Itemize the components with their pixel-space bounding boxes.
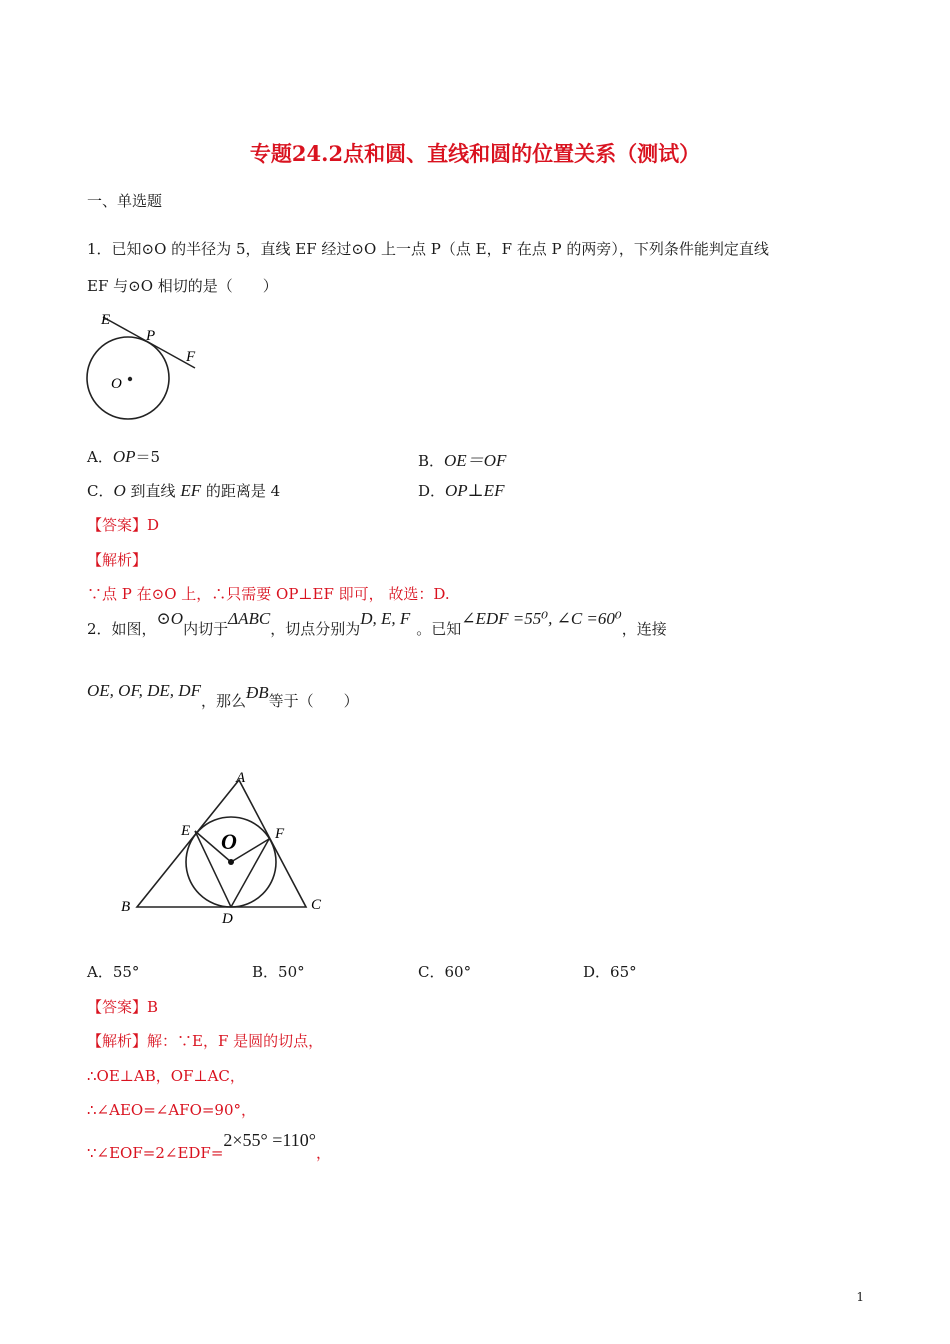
q1-option-d-expr: OP⊥EF [445, 481, 505, 500]
q2-m3: D, E, F [360, 609, 411, 628]
q1-option-d-prefix: D． [418, 482, 446, 500]
q1-label-o: O [111, 376, 122, 392]
q2-t3: ，切点分别为 [270, 620, 361, 638]
q1-option-a-expr: OP [112, 447, 136, 466]
q2-option-c: C．60° [418, 963, 472, 981]
q2-answer: 【答案】B [87, 998, 159, 1016]
q1-option-b [418, 446, 506, 471]
q1-option-b-expr: OE＝OF [444, 451, 507, 470]
q2-analysis4-expr: 2×55° =110° [223, 1130, 316, 1150]
q1-option-b-prefix: B． [418, 452, 445, 470]
q2-label-b: B [121, 899, 131, 915]
q1-text-line1: 1．已知⊙O 的半径为 5，直线 EF 经过⊙O 上一点 P（点 E，F 在点 P 的两旁），下列条件能判定直线 [87, 240, 769, 258]
q2-label-d: D [222, 911, 233, 927]
q2-option-b: B．50° [252, 963, 305, 981]
q2-label-o: O [221, 829, 237, 854]
q2-m1: ⊙O [156, 609, 184, 628]
q2-m6: ÐB [245, 683, 269, 702]
q2-t4: 。已知 [416, 620, 462, 638]
q1-label-e: E [101, 312, 111, 328]
q1-option-c-expr2: EF [180, 481, 202, 500]
q2-stem-line2 [87, 681, 359, 711]
q2-analysis-line2: ∴OE⊥AB，OF⊥AC， [87, 1067, 245, 1085]
q2-t7: 等于（ ） [268, 692, 359, 710]
q2-analysis-line3: ∴∠AEO=∠AFO=90°， [87, 1101, 257, 1119]
page-number: 1 [856, 1290, 864, 1304]
q2-label-a: A [236, 770, 246, 786]
q2-label-c: C [311, 897, 322, 913]
q2-t2: 内切于 [183, 620, 229, 638]
page-title: 专题24.2点和圆、直线和圆的位置关系（测试） [249, 141, 701, 166]
q2-m5: OE, OF, DE, DF [87, 681, 201, 700]
q1-option-a-prefix: A． [87, 448, 113, 466]
q2-m4: ∠EDF =55⁰, ∠C =60⁰ [461, 609, 622, 628]
q2-analysis4-prefix: ∵∠EOF=2∠EDF= [87, 1144, 224, 1162]
q2-label-f: F [275, 826, 285, 842]
q2-label-e: E [181, 823, 191, 839]
q1-center-dot [128, 377, 132, 381]
q1-option-d [418, 480, 504, 501]
q1-figure [85, 305, 210, 425]
q1-analysis-label: 【解析】 [87, 551, 148, 569]
q1-option-a-rest: ＝5 [135, 448, 161, 466]
q1-analysis-text: ∵点 P 在⊙O 上，∴只需要 OP⊥EF 即可， 故选：D. [87, 585, 450, 603]
q2-m2: ΔABC [228, 609, 271, 628]
q1-option-c-prefix: C． [87, 482, 114, 500]
q2-analysis-line1: 【解析】解：∵E，F 是圆的切点， [87, 1032, 324, 1050]
q1-label-p: P [146, 328, 156, 344]
q2-stem-line1 [87, 609, 667, 639]
q1-option-c [87, 480, 280, 501]
q1-option-c-rest1: 到直线 [125, 482, 181, 500]
q1-option-a [87, 446, 160, 467]
q2-analysis4-suffix: ， [315, 1144, 331, 1162]
q1-label-f: F [186, 349, 196, 365]
q1-option-c-expr: O [113, 481, 126, 500]
q2-figure [115, 765, 335, 930]
q2-analysis-line4 [87, 1130, 331, 1163]
q1-text-line2: EF 与⊙O 相切的是（ ） [87, 277, 278, 295]
section-heading: 一、单选题 [87, 192, 163, 210]
q2-t1: 2．如图， [87, 620, 157, 638]
q2-t5: ，连接 [621, 620, 667, 638]
q2-option-d: D．65° [583, 963, 637, 981]
q1-answer: 【答案】D [87, 516, 160, 534]
q2-option-a: A．55° [87, 963, 140, 981]
q1-option-c-rest2: 的距离是 4 [201, 482, 281, 500]
q2-center-dot [228, 859, 234, 865]
q2-t6: ，那么 [200, 692, 246, 710]
